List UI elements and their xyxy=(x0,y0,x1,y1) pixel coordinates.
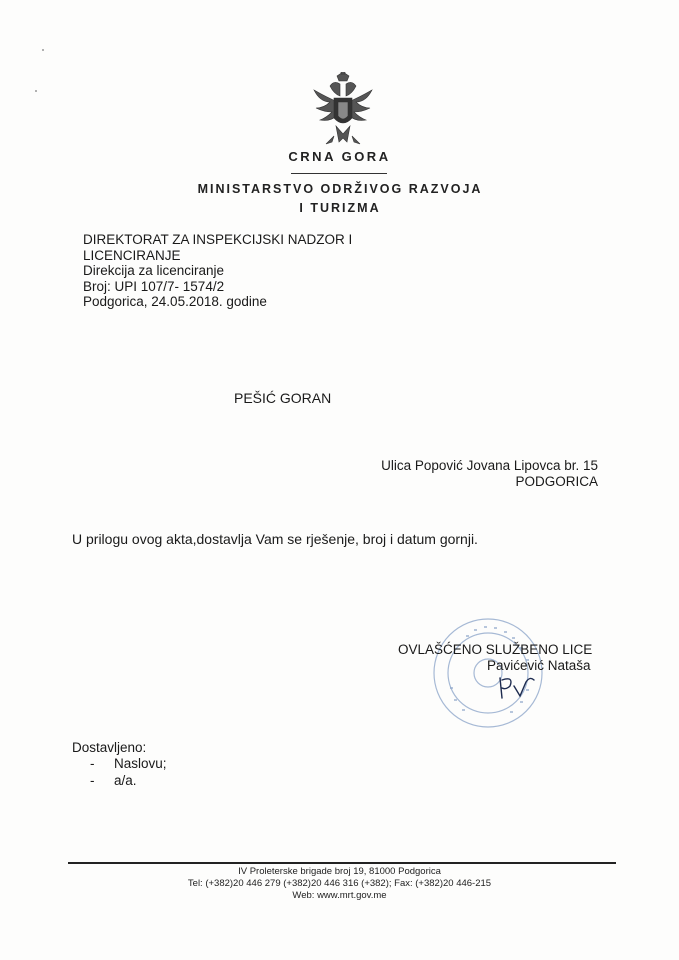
ministry-name xyxy=(180,180,500,218)
signatory-title: OVLAŠĆENO SLUŽBENO LICE xyxy=(398,642,593,657)
reference-number: Broj: UPI 107/7- 1574/2 xyxy=(83,278,225,294)
directorate-line-1: DIREKTORAT ZA INSPEKCIJSKI NADZOR I xyxy=(83,232,353,247)
ministry-line-1: MINISTARSTVO ODRŽIVOG RAZVOJA xyxy=(197,182,483,196)
department-line: Direkcija za licenciranje xyxy=(83,263,225,278)
footer-phone-fax: Tel: (+382)20 446 279 (+382)20 446 316 (+382); Fax: (+382)20 446-215 xyxy=(187,878,492,889)
directorate-line-2: LICENCIRANJE xyxy=(83,247,181,263)
footer xyxy=(0,866,679,902)
handwritten-signature-icon xyxy=(492,672,540,702)
address-city: PODGORICA xyxy=(515,474,598,489)
coat-of-arms-icon xyxy=(310,72,376,146)
recipient-address xyxy=(380,458,598,490)
letter-body: U prilogu ovog akta,dostavlja Vam se rješenje, broj i datum gornji. xyxy=(72,531,478,547)
ministry-line-2: I TURIZMA xyxy=(299,201,381,215)
recipient-name: PEŠIĆ GORAN xyxy=(234,390,332,406)
footer-divider xyxy=(68,862,616,864)
delivered-item-text: Naslovu; xyxy=(114,756,167,771)
footer-address: IV Proleterske brigade broj 19, 81000 Podgorica xyxy=(238,866,441,877)
scan-speck xyxy=(35,90,37,92)
delivered-item xyxy=(90,773,137,788)
delivered-label: Dostavljeno: xyxy=(72,740,147,755)
signatory-name: Pavićević Nataša xyxy=(487,658,591,673)
header-divider xyxy=(291,173,387,174)
directorate-block xyxy=(83,232,403,310)
delivered-item xyxy=(90,756,167,771)
scan-speck xyxy=(42,49,44,51)
document-date: Podgorica, 24.05.2018. godine xyxy=(83,294,267,309)
footer-web: Web: www.mrt.gov.me xyxy=(292,890,387,901)
delivered-item-text: a/a. xyxy=(114,773,137,788)
list-bullet: - xyxy=(90,773,95,788)
address-street: Ulica Popović Jovana Lipovca br. 15 xyxy=(381,458,598,473)
list-bullet: - xyxy=(90,756,95,771)
country-name: CRNA GORA xyxy=(288,149,391,164)
